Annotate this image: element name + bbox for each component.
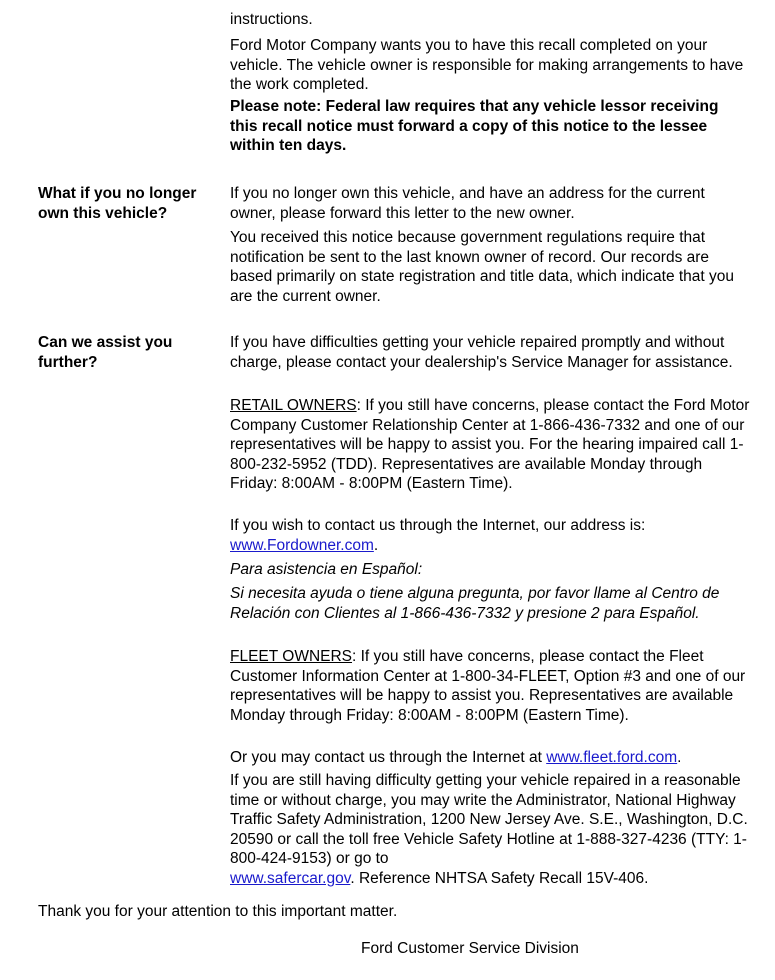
- nhtsa-paragraph: [230, 771, 750, 888]
- spanish-paragraph: Si necesita ayuda o tiene alguna pregunta, por favor llame al Centro de Relación con Clientes al 1-866-436-7332 y presione 2 para Español.: [230, 585, 720, 622]
- heading-no-longer-own: What if you no longer own this vehicle?: [38, 185, 197, 222]
- intro-please-note: Please note: Federal law requires that any vehicle lessor receiving this recall notice must forward a copy of this notice to the lessee within ten days.: [230, 98, 719, 154]
- spanish-heading: Para asistencia en Español:: [230, 561, 423, 578]
- fleet-internet-paragraph: [230, 748, 750, 768]
- closing-thanks: Thank you for your attention to this important matter.: [38, 903, 398, 920]
- closing-signature: Ford Customer Service Division: [361, 940, 579, 957]
- heading-assist: Can we assist you further?: [38, 334, 173, 371]
- fleet-internet-end: .: [677, 749, 682, 766]
- fordowner-link[interactable]: www.Fordowner.com: [230, 536, 374, 554]
- no-longer-own-paragraph-2: You received this notice because government regulations require that notification be sent to the last known owner of record. Our records are based primarily on state registration and title data, which indicate that you are the current owner.: [230, 229, 735, 305]
- internet-end: .: [373, 536, 379, 554]
- intro-instructions: instructions.: [230, 11, 313, 28]
- assist-paragraph-1: If you have difficulties getting your vehicle repaired promptly and without charge, please contact your dealership's Service Manager for assistance.: [230, 334, 733, 371]
- fleet-owners-paragraph: [230, 647, 750, 725]
- retail-owners-text: : If you still have concerns, please contact the Ford Motor Company Customer Relationship Center at 1-866-436-7332 and one of our representatives will be happy to assist you. For the hearing impaired call 1-800-232-5952 (TDD). Representatives are available Monday through Friday: 8:00AM - 8:00PM (Eastern Time).: [230, 397, 750, 492]
- intro-recall-paragraph: Ford Motor Company wants you to have this recall completed on your vehicle. The vehicle owner is responsible for making arrangements to have the work completed.: [230, 37, 744, 93]
- fleet-ford-link[interactable]: www.fleet.ford.com: [546, 749, 678, 766]
- internet-text: If you wish to contact us through the Internet, our address is:: [230, 517, 646, 534]
- fleet-owners-text: : If you still have concerns, please contact the Fleet Customer Information Center at 1-800-34-FLEET, Option #3 and one of our representatives will be happy to assist you. Representatives are available Monday through Friday: 8:00AM - 8:00PM (Eastern Time).: [230, 648, 746, 724]
- fleet-owners-label: FLEET OWNERS: [230, 648, 353, 665]
- retail-owners-paragraph: [230, 396, 750, 494]
- safercar-link[interactable]: www.safercar.gov: [230, 869, 351, 887]
- nhtsa-end: . Reference NHTSA Safety Recall 15V-406.: [350, 869, 649, 887]
- nhtsa-text: If you are still having difficulty getting your vehicle repaired in a reasonable time or without charge, you may write the Administrator, National Highway Traffic Safety Administration, 1200 New Jersey Ave. S.E., Washington, D.C. 20590 or call the toll free Vehicle Safety Hotline at 1-888-327-4236 (TTY: 1-800-424-9153) or go to: [230, 772, 748, 867]
- internet-paragraph: [230, 516, 750, 555]
- retail-owners-label: RETAIL OWNERS: [230, 397, 357, 414]
- fleet-internet-text: Or you may contact us through the Internet at: [230, 749, 547, 766]
- no-longer-own-paragraph-1: If you no longer own this vehicle, and have an address for the current owner, please forward this letter to the new owner.: [230, 185, 705, 222]
